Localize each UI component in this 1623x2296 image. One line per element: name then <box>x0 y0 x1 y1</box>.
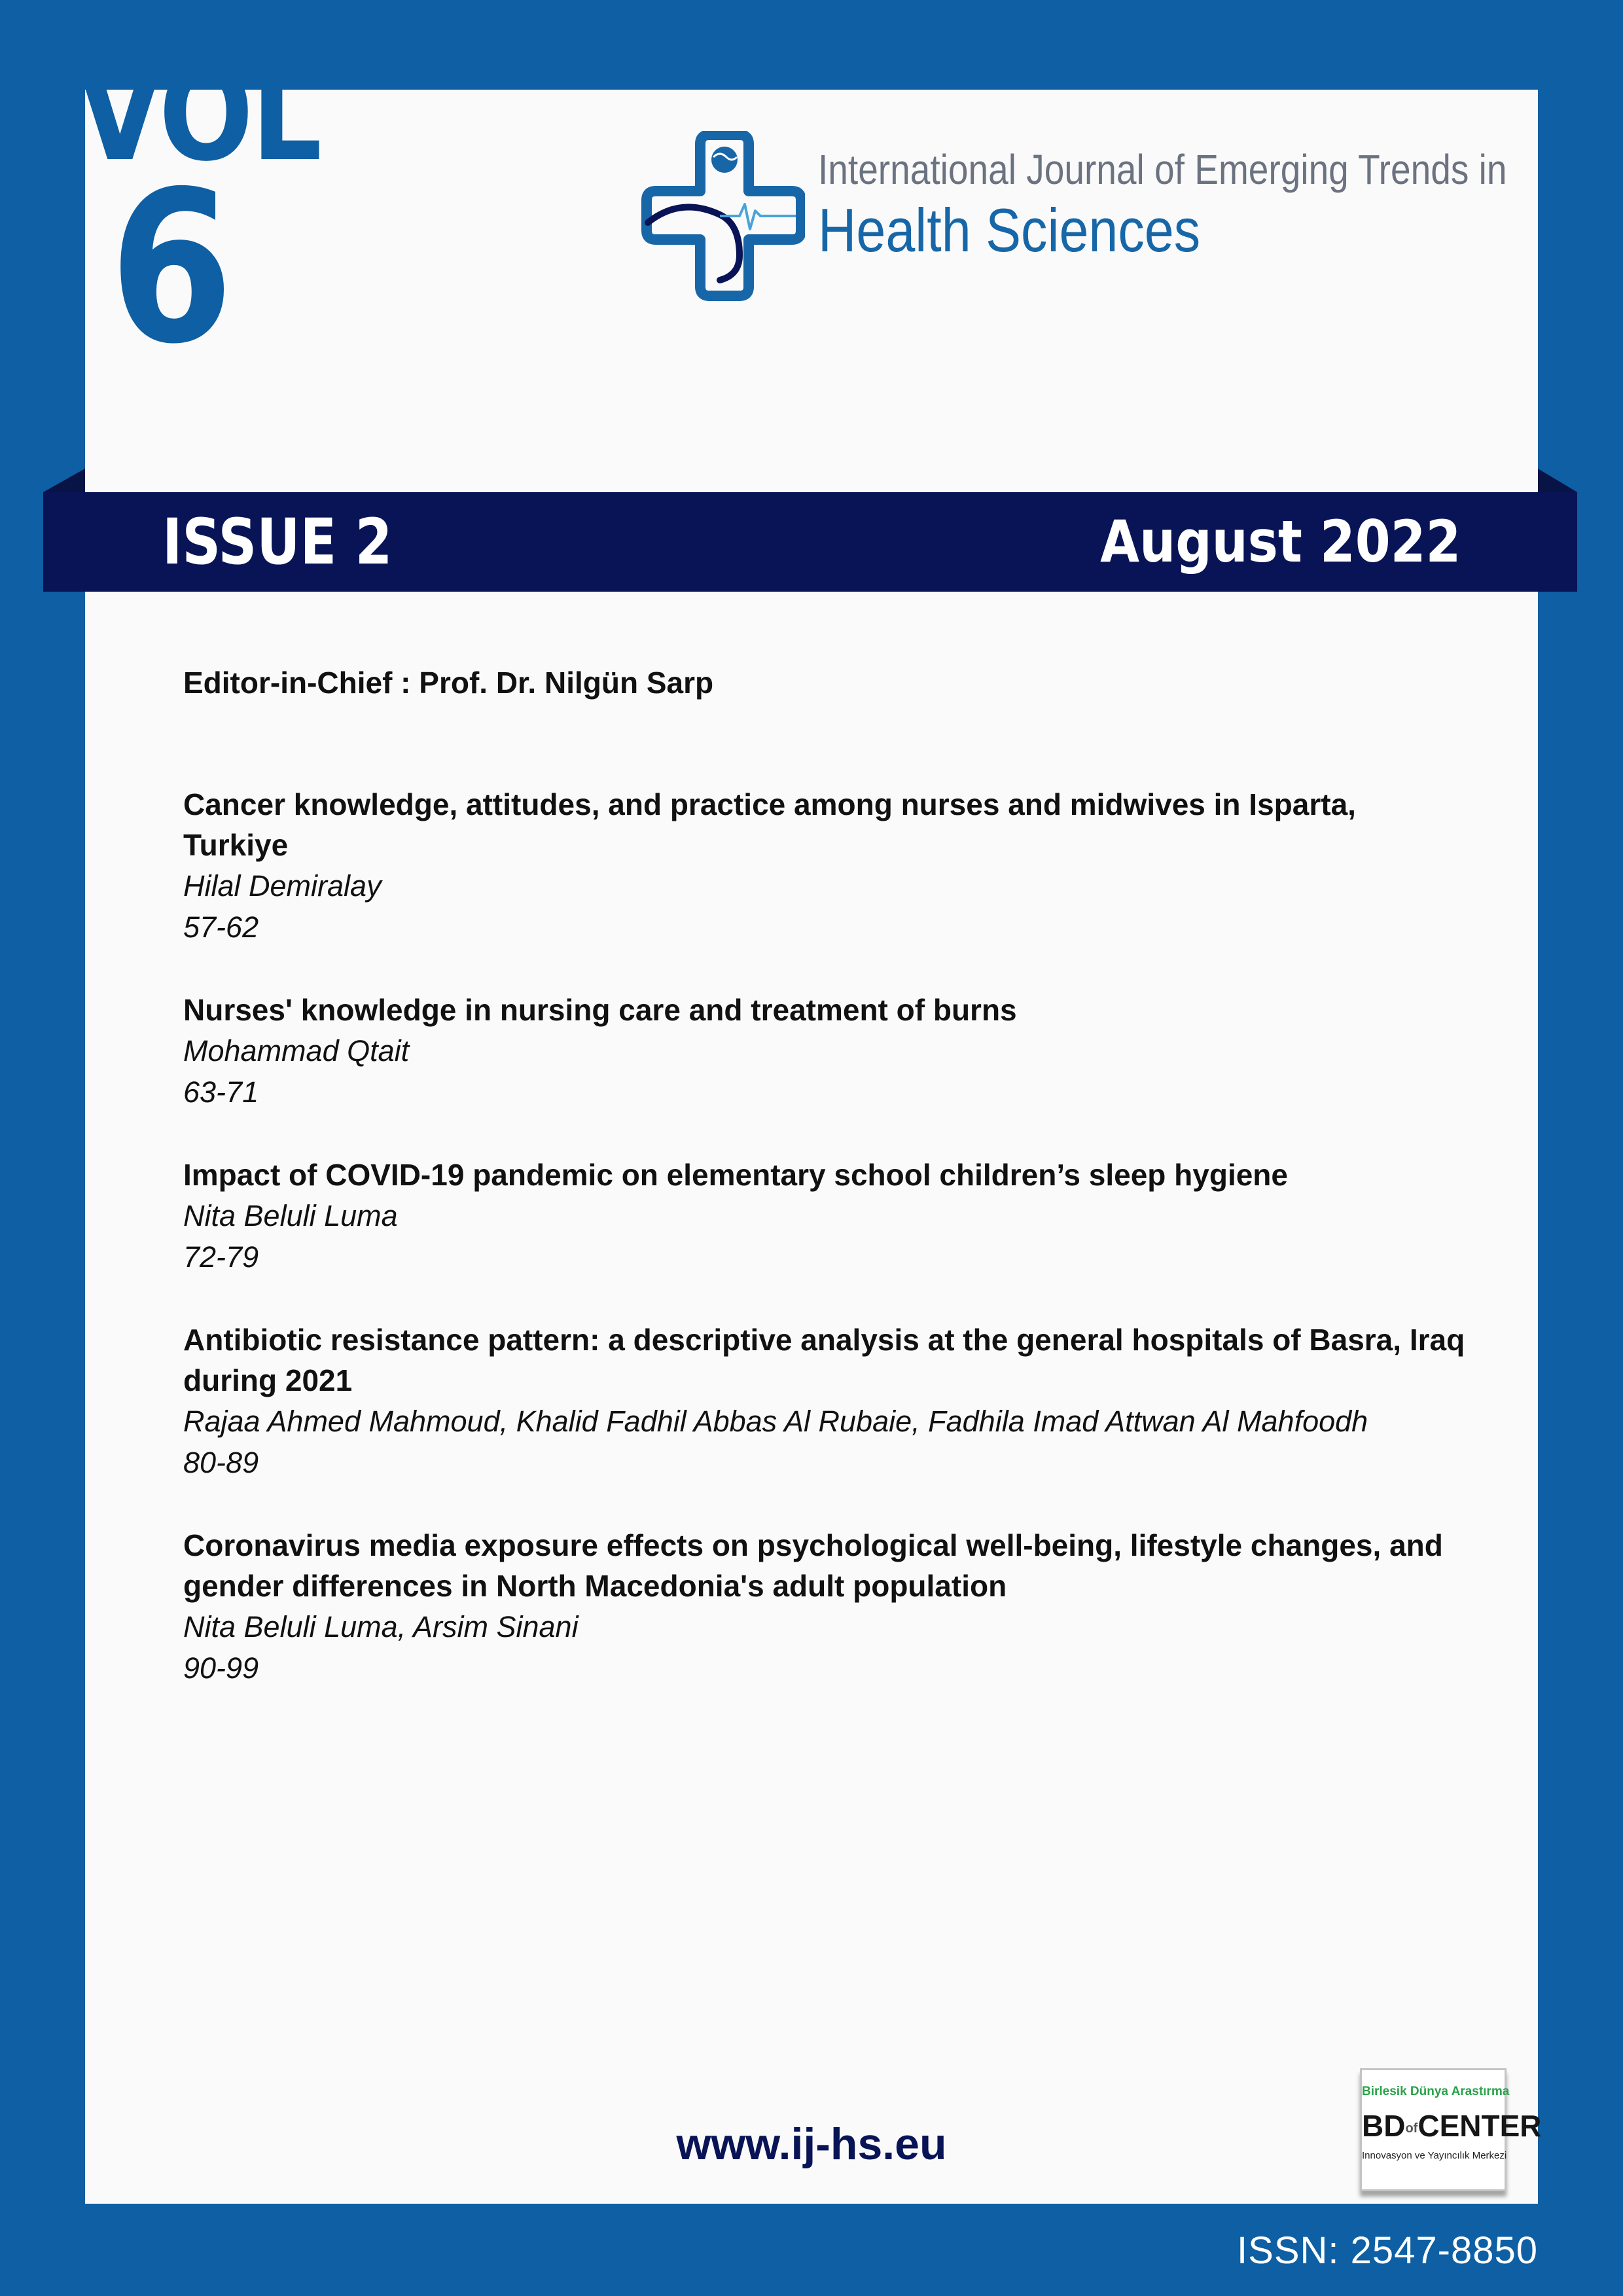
article-title: Coronavirus media exposure effects on psychological well-being, lifestyle changes, and gender differences in North Macedonia's adult population <box>183 1528 1443 1603</box>
badge-main-mid: of <box>1405 2121 1418 2136</box>
article-pages: 63-71 <box>183 1075 259 1109</box>
badge-bottom-text: Innovasyon ve Yayıncılık Merkezi <box>1362 2149 1507 2161</box>
badge-main-text <box>1362 2109 1542 2145</box>
article-entry <box>183 1155 1466 1278</box>
article-entry <box>183 1319 1466 1483</box>
issn-number: ISSN: 2547-8850 <box>1237 2229 1538 2272</box>
article-pages: 57-62 <box>183 910 259 944</box>
ribbon-fold-right <box>1538 469 1577 492</box>
ribbon-fold-left <box>43 469 85 492</box>
article-authors: Nita Beluli Luma <box>183 1199 398 1232</box>
volume-block <box>60 38 320 390</box>
volume-number: 6 <box>109 147 234 390</box>
table-of-contents <box>183 662 1466 1731</box>
issue-label: ISSUE 2 <box>162 505 393 579</box>
bd-center-badge <box>1360 2068 1542 2191</box>
article-pages: 90-99 <box>183 1651 259 1685</box>
article-title: Impact of COVID-19 pandemic on elementary school children’s sleep hygiene <box>183 1158 1288 1192</box>
article-entry <box>183 784 1466 948</box>
article-authors: Nita Beluli Luma, Arsim Sinani <box>183 1610 579 1643</box>
issue-date: August 2022 <box>1099 508 1461 575</box>
article-pages: 80-89 <box>183 1446 259 1479</box>
badge-main-left: BD <box>1362 2109 1406 2143</box>
article-entry <box>183 1525 1466 1689</box>
article-authors: Hilal Demiralay <box>183 869 382 903</box>
website-url: www.ij-hs.eu <box>676 2119 947 2169</box>
article-title: Antibiotic resistance pattern: a descriptive analysis at the general hospitals of Basra, Iraq during 2021 <box>183 1323 1465 1397</box>
journal-title-line2: Health Sciences <box>818 196 1201 264</box>
volume-label: VOL <box>77 38 320 190</box>
article-title: Nurses' knowledge in nursing care and treatment of burns <box>183 993 1017 1027</box>
cross-heartbeat-globe-icon <box>641 131 805 301</box>
journal-title-line1: International Journal of Emerging Trends in <box>818 146 1507 193</box>
article-pages: 72-79 <box>183 1240 259 1274</box>
badge-top-text: Birlesik Dünya Arastırma <box>1362 2085 1510 2098</box>
badge-main-right: CENTER <box>1418 2109 1542 2143</box>
article-authors: Mohammad Qtait <box>183 1034 410 1067</box>
article-entry <box>183 990 1466 1113</box>
journal-logo <box>641 131 1507 308</box>
editor-in-chief: Editor-in-Chief : Prof. Dr. Nilgün Sarp <box>183 666 714 700</box>
article-authors: Rajaa Ahmed Mahmoud, Khalid Fadhil Abbas Al Rubaie, Fadhila Imad Attwan Al Mahfoodh <box>183 1405 1368 1438</box>
article-title: Cancer knowledge, attitudes, and practice among nurses and midwives in Isparta, Turkiye <box>183 787 1356 862</box>
